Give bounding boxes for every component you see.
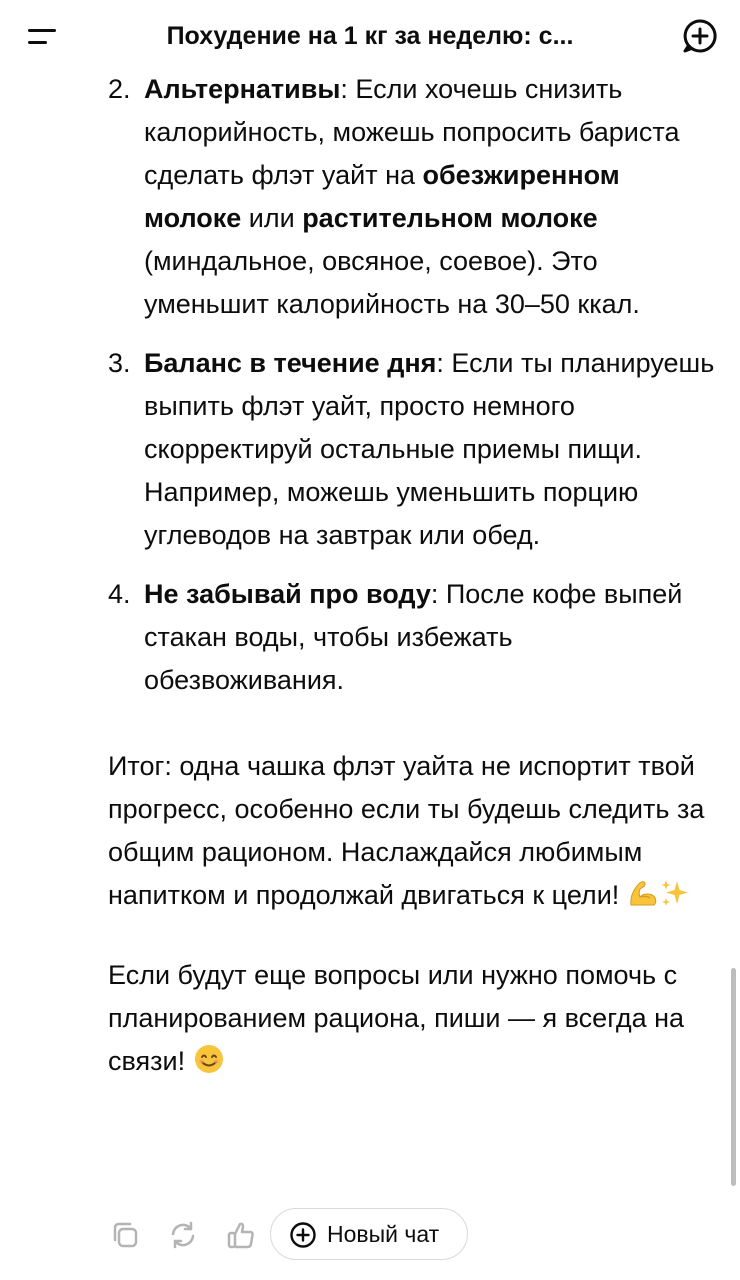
list-number: 3. [108, 348, 131, 378]
list-item-text: или [241, 203, 303, 233]
thumbs-up-icon [224, 1218, 258, 1252]
message-actions [0, 1206, 740, 1266]
flexed-biceps-emoji [627, 877, 659, 909]
list-number: 2. [108, 74, 131, 104]
chat-title[interactable]: Похудение на 1 кг за неделю: с... [166, 22, 574, 50]
assistant-message [108, 68, 720, 1083]
closing-text: Если будут еще вопросы или нужно помочь с планированием рациона, пиши — я всегда на связи! [108, 960, 685, 1076]
closing-paragraph [108, 954, 720, 1083]
list-item [108, 342, 720, 557]
scrollbar[interactable] [731, 968, 736, 1186]
thumbs-up-button[interactable] [224, 1218, 258, 1252]
list-item-bold-text: растительном молоке [302, 203, 598, 233]
copy-button[interactable] [108, 1218, 142, 1252]
new-chat-button[interactable] [270, 1208, 468, 1260]
list-item-heading: Альтернативы [144, 74, 341, 104]
regenerate-icon [166, 1218, 200, 1252]
plus-circle-icon [680, 16, 720, 56]
list-item-heading: Баланс в течение дня [144, 348, 437, 378]
new-chat-icon-button[interactable] [680, 16, 720, 56]
summary-paragraph [108, 745, 720, 917]
tips-list [108, 68, 720, 702]
sparkles-emoji [659, 877, 691, 909]
list-item [108, 68, 720, 326]
list-item-bold-text: обезжиренном молоке [144, 160, 620, 233]
menu-button[interactable] [24, 22, 60, 52]
list-item-text: : Если хочешь снизить калорийность, можешь попросить бариста сделать флэт уайт на [144, 74, 680, 190]
list-item-text: : Если ты планируешь выпить флэт уайт, просто немного скорректируй остальные приемы пищи. Например, можешь уменьшить порцию углеводов на завтрак или обед. [144, 348, 715, 550]
list-item-text: (миндальное, овсяное, соевое). Это уменьшит калорийность на 30–50 ккал. [144, 246, 640, 319]
list-item-text: : После кофе выпей стакан воды, чтобы избежать обезвоживания. [144, 579, 683, 695]
regenerate-button[interactable] [166, 1218, 200, 1252]
summary-text: Итог: одна чашка флэт уайта не испортит твой прогресс, особенно если ты будешь следить за общим рационом. Наслаждайся любимым напитком и продолжай двигаться к цели! [108, 751, 705, 910]
list-number: 4. [108, 579, 131, 609]
smiling-face-emoji [193, 1043, 225, 1075]
copy-icon [108, 1218, 142, 1252]
chat-header [0, 0, 740, 72]
list-item-heading: Не забывай про воду [144, 579, 431, 609]
new-chat-label: Новый чат [327, 1221, 440, 1247]
plus-circle-icon [289, 1221, 317, 1249]
list-item [108, 573, 720, 702]
